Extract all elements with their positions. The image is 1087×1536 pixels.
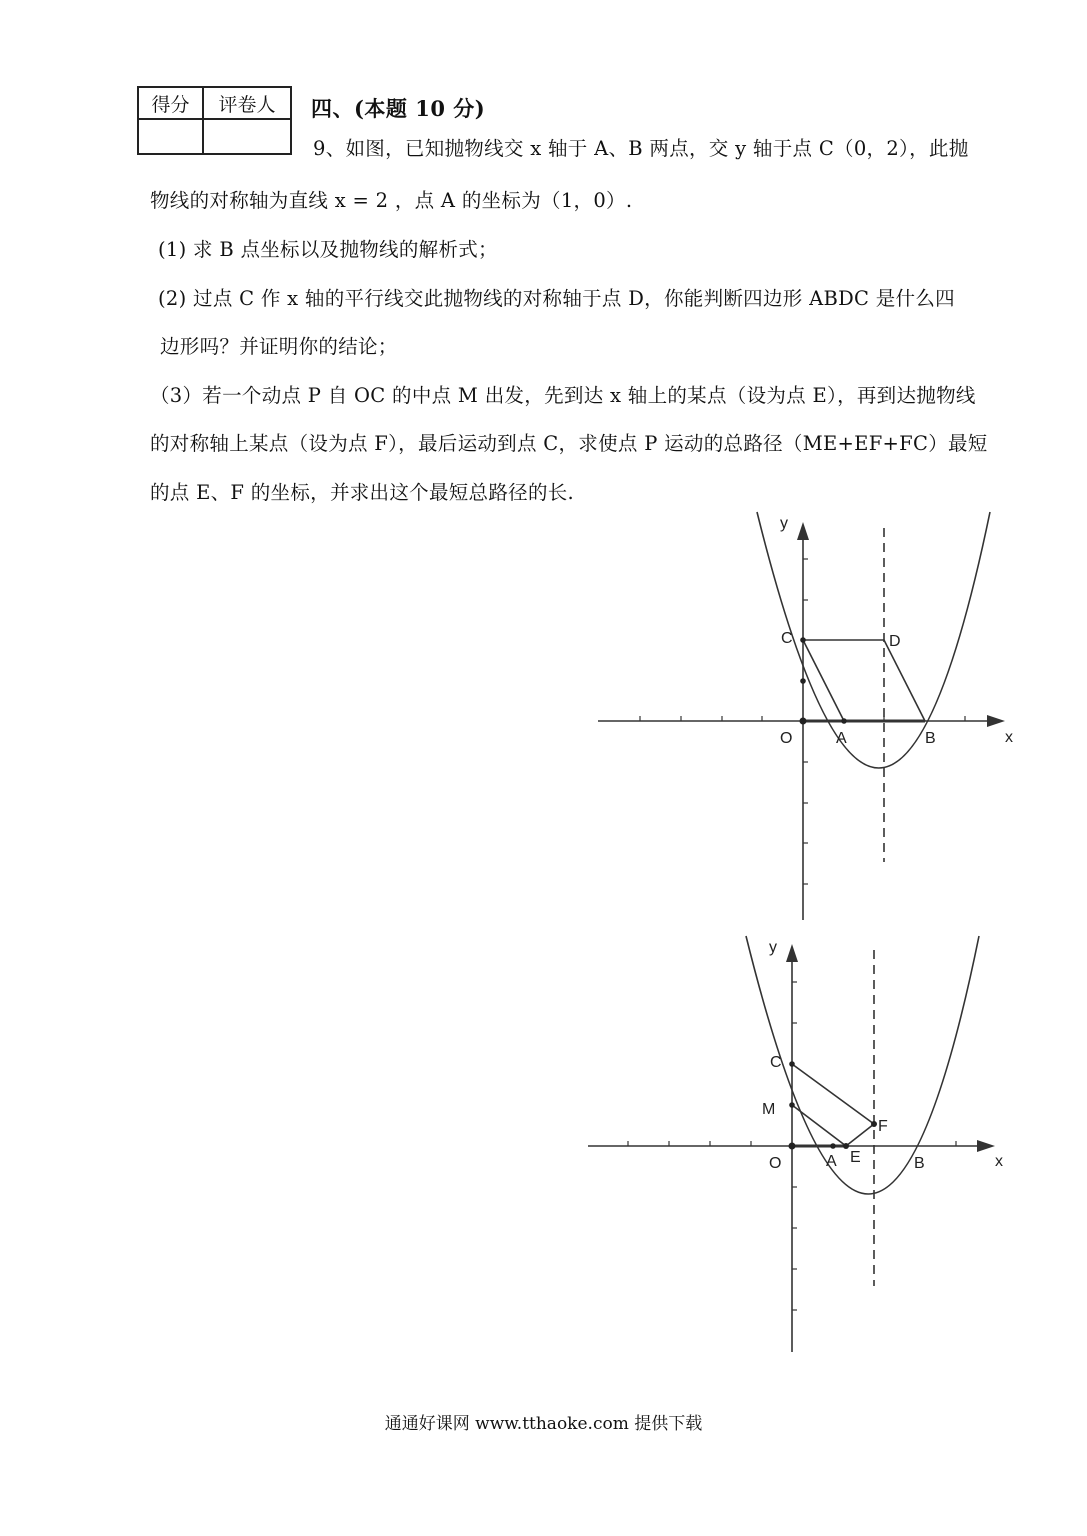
part-2-line-2: 边形吗？并证明你的结论； — [160, 335, 398, 358]
grader-cell — [203, 119, 291, 154]
point-f — [871, 1121, 877, 1127]
segment-fe — [846, 1124, 874, 1146]
score-cell — [138, 119, 203, 154]
segment-db — [884, 640, 925, 721]
label-a: A — [836, 730, 847, 747]
problem-line-1: 9、如图，已知抛物线交 x 轴于 A、B 两点，交 y 轴于点 C（0，2），此抛 — [313, 137, 969, 160]
score-header: 得分 — [138, 87, 203, 119]
point-a — [830, 1143, 836, 1149]
label-x: x — [1005, 729, 1013, 746]
label-m: M — [762, 1101, 776, 1118]
label-c: C — [770, 1054, 782, 1071]
label-e: E — [850, 1149, 861, 1166]
part-3-line-3: 的点 E、F 的坐标，并求出这个最短总路径的长. — [150, 481, 575, 504]
footer-download-notice: 通通好课网 www.tthaoke.com 提供下载 — [384, 1414, 703, 1434]
point-o — [800, 718, 807, 725]
section-title: 四、(本题 10 分) — [311, 96, 486, 121]
part-3-line-1: （3）若一个动点 P 自 OC 的中点 M 出发，先到达 x 轴上的某点（设为点 E），再到达抛物线 — [150, 384, 976, 407]
point-o — [789, 1143, 796, 1150]
label-x: x — [995, 1153, 1003, 1170]
point-tick — [800, 678, 806, 684]
x-axis-arrow-icon — [987, 715, 1005, 727]
point-a — [841, 718, 847, 724]
part-2-line-1: (2) 过点 C 作 x 轴的平行线交此抛物线的对称轴于点 D，你能判断四边形 ABDC 是什么四 — [158, 287, 955, 310]
label-f: F — [878, 1118, 888, 1135]
y-axis-arrow-icon — [797, 522, 809, 540]
label-y: y — [780, 515, 788, 532]
figure-2-shortest-path — [580, 930, 1020, 1360]
point-e — [843, 1143, 849, 1149]
label-d: D — [889, 633, 901, 650]
segment-me — [792, 1105, 846, 1146]
problem-line-2: 物线的对称轴为直线 x = 2 ，点 A 的坐标为（1，0）. — [150, 189, 633, 212]
grader-header: 评卷人 — [203, 87, 291, 119]
y-axis-arrow-icon — [786, 944, 798, 962]
label-o: O — [769, 1155, 782, 1172]
label-b: B — [914, 1155, 925, 1172]
part-3-line-2: 的对称轴上某点（设为点 F），最后运动到点 C，求使点 P 运动的总路径（ME+EF+FC）最短 — [150, 432, 988, 455]
label-b: B — [925, 730, 936, 747]
part-1: (1) 求 B 点坐标以及抛物线的解析式； — [158, 238, 498, 261]
x-axis-arrow-icon — [977, 1140, 995, 1152]
point-c — [789, 1061, 795, 1067]
label-y: y — [769, 939, 777, 956]
label-o: O — [780, 730, 793, 747]
point-m — [789, 1102, 795, 1108]
score-table — [137, 86, 292, 155]
label-c: C — [781, 630, 793, 647]
point-c — [800, 637, 806, 643]
label-a: A — [826, 1153, 837, 1170]
figure-1-parabola-abdc — [590, 505, 1030, 930]
